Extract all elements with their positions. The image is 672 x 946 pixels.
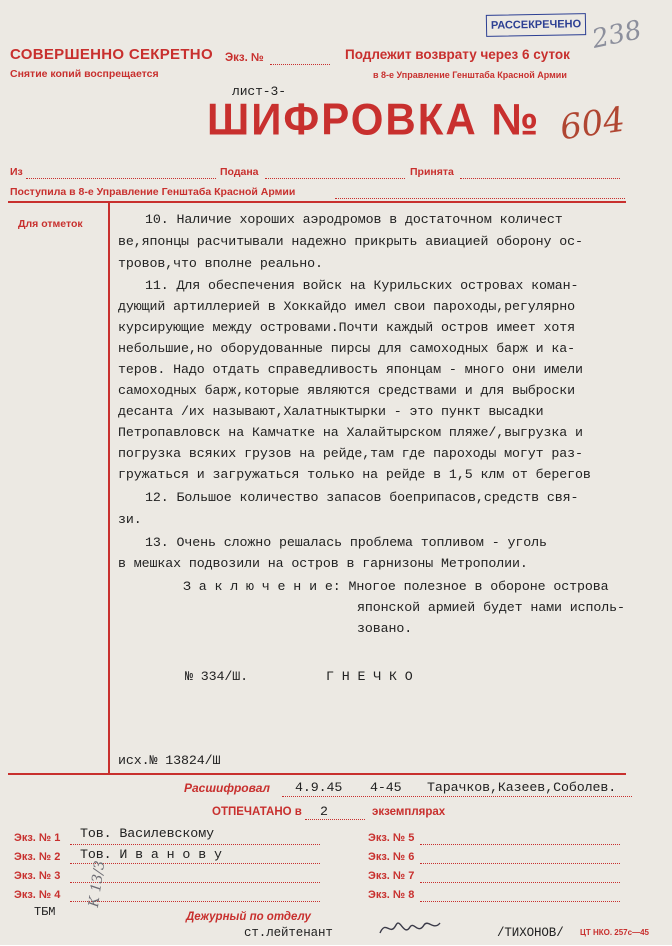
printed-count-field: [305, 819, 365, 820]
sheet-number: лист-3-: [232, 84, 286, 99]
printed-suffix: экземплярах: [372, 806, 446, 818]
copy-field: [420, 882, 620, 883]
body-line: небольшие,но оборудованные пирсы для самоходных барж и ка-: [118, 341, 576, 356]
handwritten-corner-number: 238: [589, 15, 645, 55]
top-secret-label: СОВЕРШЕННО СЕКРЕТНО: [10, 46, 213, 63]
no-copies-label: Снятие копий воспрещается: [10, 68, 159, 80]
conclusion-line: зовано.: [357, 621, 413, 636]
duty-label: Дежурный по отделу: [186, 911, 311, 923]
copy-label: Экз. № 8: [368, 889, 415, 901]
body-footer-divider: [8, 773, 626, 775]
body-line: зи.: [118, 512, 142, 527]
document-title: ШИФРОВКА №: [207, 94, 541, 145]
reference-number: № 334/Ш.: [185, 669, 249, 684]
sent-field: [265, 178, 405, 179]
copy-recipient: Тов. Василевскому: [80, 826, 214, 841]
duty-name: /ТИХОНОВ/: [497, 926, 564, 940]
printed-count: 2: [320, 804, 328, 819]
copy-label: Экз. № 5: [368, 832, 415, 844]
printer-mark: ЦТ НКО. 257с—45: [580, 928, 649, 937]
copy-field: [70, 901, 320, 902]
conclusion-line: японской армией будет нами исполь-: [357, 600, 625, 615]
signature-name: Г Н Е Ч К О: [326, 669, 413, 684]
body-line: теров. Надо отдать справедливость японцам - много они имели: [118, 362, 583, 377]
printed-label: ОТПЕЧАТАНО в: [212, 806, 302, 818]
copy-field: [420, 863, 620, 864]
outgoing-number: исх.№ 13824/Ш: [118, 753, 221, 768]
copy-label: Экз. № 7: [368, 870, 415, 882]
body-line: курсирующие между островами.Почти каждый остров имеет хотя: [118, 320, 576, 335]
copy-field: [70, 844, 320, 845]
decrypted-by: Тарачков,Казеев,Соболев.: [427, 780, 617, 795]
decrypted-label: Расшифровал: [184, 781, 271, 795]
arrived-label: Поступила в 8-е Управление Генштаба Красной Армии: [10, 186, 296, 198]
body-line: дующий артиллерией в Хоккайдо имел свои пароходы,регулярно: [118, 299, 576, 314]
margin-divider: [108, 203, 110, 773]
header-divider: [8, 201, 626, 203]
body-line: 13. Очень сложно решалась проблема топливом - уголь: [145, 535, 547, 550]
handwritten-bottom-mark: К 13/3: [86, 859, 109, 909]
duty-rank: ст.лейтенант: [244, 926, 333, 940]
body-line: десанта /их называют,Халатныктырки - это пункт высадки: [118, 404, 544, 419]
decrypted-time: 4-45: [370, 780, 402, 795]
copy-field: [420, 844, 620, 845]
copy-number-field: [270, 64, 330, 65]
body-line: погрузка всяких грузов на рейде,там где пароходы могут раз-: [118, 446, 583, 461]
notes-margin-label: Для отметок: [18, 218, 83, 230]
body-line: 11. Для обеспечения войск на Курильских островах коман-: [145, 278, 579, 293]
copy-number-label: Экз. №: [225, 52, 264, 64]
signature-scribble: [378, 915, 442, 941]
copy-field: [70, 882, 320, 883]
body-line: ве,японцы расчитывали надежно прикрыть авиацией оборону ос-: [118, 234, 583, 249]
body-line: тровов,что вполне реально.: [118, 256, 323, 271]
body-line: 12. Большое количество запасов боеприпасов,средств свя-: [145, 490, 579, 505]
from-field: [26, 178, 216, 179]
copy-label: Экз. № 6: [368, 851, 415, 863]
body-line: самоходных барж,которые являются средствами и для выброски: [118, 383, 576, 398]
body-line: 10. Наличие хороших аэродромов в достаточном количест: [145, 212, 563, 227]
conclusion-line: З а к л ю ч е н и е: Многое полезное в обороне острова: [183, 579, 609, 594]
arrived-field: [335, 198, 625, 199]
copy-label: Экз. № 3: [14, 870, 61, 882]
decrypted-field: [282, 796, 632, 797]
decrypted-date: 4.9.45: [295, 780, 343, 795]
return-notice: Подлежит возврату через 6 суток: [345, 47, 570, 62]
return-to-label: в 8-е Управление Генштаба Красной Армии: [373, 70, 567, 80]
body-line: Петропавловск на Камчатке на Халайтырском пляже/,выгрузка и: [118, 425, 583, 440]
sent-label: Подана: [220, 166, 259, 178]
received-label: Принята: [410, 166, 454, 178]
declassified-stamp: РАССЕКРЕЧЕНО: [486, 13, 586, 37]
handwritten-cipher-number: 604: [557, 99, 628, 149]
copy-label: Экз. № 4: [14, 889, 61, 901]
copy-label: Экз. № 2: [14, 851, 61, 863]
body-line: гружаться и загружаться только на рейде в 1,5 клм от берегов: [118, 467, 591, 482]
body-line: в мешках подвозили на остров в гарнизоны Метрополии.: [118, 556, 528, 571]
received-field: [460, 178, 620, 179]
copy-field: [420, 901, 620, 902]
copy-recipient: Тов. И в а н о в у: [80, 847, 222, 862]
copy-label: Экз. № 1: [14, 832, 61, 844]
from-label: Из: [10, 166, 23, 178]
tbm-mark: ТБМ: [34, 905, 56, 919]
handwritten-signature: [378, 915, 442, 946]
